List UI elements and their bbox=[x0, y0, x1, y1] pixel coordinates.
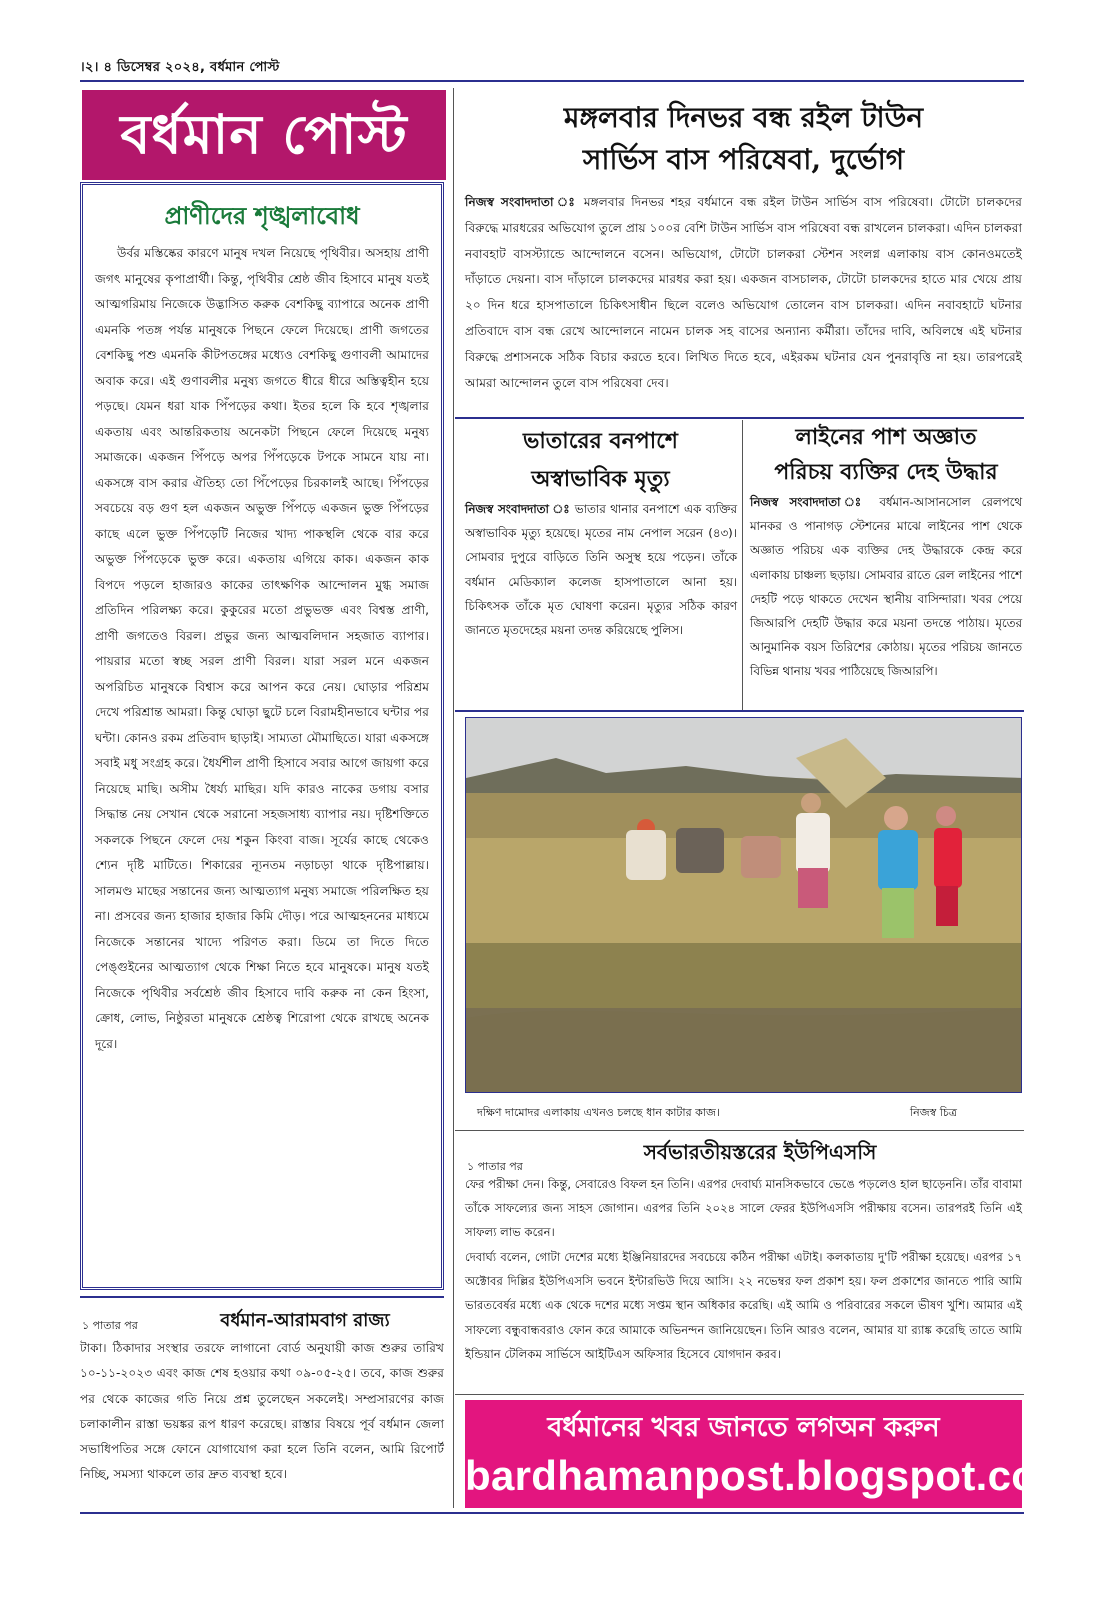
photo-bottom-rule bbox=[455, 1130, 1024, 1131]
bus-headline-line1: মঙ্গলবার দিনভর বন্ধ রইল টাউন bbox=[563, 101, 924, 134]
bus-text: মঙ্গলবার দিনভর শহর বর্ধমানে বন্ধ রইল টাউন সার্ভিস বাস পরিষেবা। টোটো চালকদের বিরুদ্ধে মারধরের অভিযোগ তুলে প্রায় ১০০র বেশি টাউন সার্ভিস বাস পরিষেবা বন্ধ রাখলেন চালকরা। এদিন চালকরা নবাবহাট বাসস্ট্যান্ডে আন্দোলনে বসেন। অভিযোগ, টোটো চালকরা স্টেশন সংলগ্ন এলাকায় বাস কোনওমতেই দাঁড়াতে দেয়না। বাস দাঁড়ালে চালকদের মারধর করা হয়। একজন বাসচালক, টোটো চালকদের হাতে মার খেয়ে প্রায় ২০ দিন ধরে হাসপাতালে চিকিৎসাধীন ছিলে বলেও অভিযোগ তোলেন বাস চালকরা। এদিন নবাবহাটে ঘটনার প্রতিবাদে বাস বন্ধ রেখে আন্দোলনে নামেন চালক সহ বাসের অন্যান্য কর্মীরা। তাঁদের দাবি, অবিলম্বে এই ঘটনার বিরুদ্ধে প্রশাসনকে সঠিক বিচার করতে হবে। লিখিত দিতে হবে, এইরকম ঘটনার যেন পুনরাবৃত্তি না হয়। তারপরেই আমরা আন্দোলন তুলে বাস পরিষেবা দেব। bbox=[465, 195, 1022, 390]
editorial-title: প্রাণীদের শৃঙ্খলাবোধ bbox=[164, 201, 360, 230]
harvest-photo bbox=[465, 717, 1022, 1093]
bhatar-body bbox=[465, 497, 737, 642]
bus-bottom-rule bbox=[455, 417, 1024, 419]
arambag-continued-label: ১ পাতার পর bbox=[82, 1319, 138, 1332]
masthead-logo: বর্ধমান পোস্ট bbox=[82, 90, 446, 180]
top-rule bbox=[80, 80, 1024, 82]
rail-byline: নিজস্ব সংবাদদাতা ঃ bbox=[750, 495, 869, 509]
promo-banner[interactable] bbox=[465, 1400, 1075, 1508]
arambag-body: টাকা। ঠিকাদার সংস্থার তরফে লাগানো বোর্ড অনুযায়ী কাজ শুরুর তারিখ ১০-১১-২০২৩ এবং কাজ শেষ হওয়ার কথা ০৯-০৫-২৫। তবে, কাজ শুরুর পর থেকে কাজের গতি নিয়ে প্রশ্ন তুলেছেন সকলেই। সম্প্রসারণের কাজ চলাকালীন রাস্তা ভয়ঙ্কর রূপ ধারণ করেছে। রাস্তার বিষয়ে পূর্ব বর্ধমান জেলা সভাধিপতির সঙ্গে ফোনে যোগাযোগ করা হলে তিনি বলেন, আমি রিপোর্ট নিচ্ছি, সমস্যা থাকলে তার দ্রুত ব্যবস্থা হবে। bbox=[80, 1341, 444, 1482]
rail-text: বর্ধমান-আসানসোল রেলপথে মানকর ও পানাগড় স্টেশনের মাঝে লাইনের পাশ থেকে অজ্ঞাত পরিচয় এক ব্যক্তির দেহ উদ্ধারকে কেন্দ্র করে এলাকায় চাঞ্চল্য ছড়ায়। সোমবার রাতে রেল লাইনের পাশে দেহটি পড়ে থাকতে দেখেন স্থানীয় বাসিন্দারা। খবর পেয়ে জিআরপি দেহটি উদ্ধার করে ময়না তদন্তে পাঠায়। মৃতের আনুমানিক বয়স তিরিশের কোঠায়। মৃতের পরিচয় জানতে বিভিন্ন থানায় খবর পাঠিয়েছে জিআরপি। bbox=[750, 495, 1023, 679]
bhatar-byline: নিজস্ব সংবাদদাতা ঃ bbox=[465, 502, 571, 516]
promo-url-link[interactable]: bardhamanpost.blogspot.com bbox=[465, 1452, 1075, 1499]
photo-credit: নিজস্ব চিত্র bbox=[910, 1106, 957, 1119]
column-divider bbox=[453, 88, 454, 1508]
upsc-bottom-rule bbox=[455, 1394, 1024, 1395]
upsc-continued-label: ১ পাতার পর bbox=[467, 1160, 523, 1173]
bus-headline-line2: সার্ভিস বাস পরিষেবা, দুর্ভোগ bbox=[582, 143, 905, 176]
bus-body bbox=[465, 190, 1022, 396]
harvest-photo-illustration bbox=[466, 718, 1022, 1093]
upsc-para2: দেবার্ঘ্য বলেন, গোটা দেশের মধ্যে ইঞ্জিনিয়ারদের সবচেয়ে কঠিন পরীক্ষা এটাই। কলকাতায় দু'টি পরীক্ষা হয়েছে। এরপর ১৭ অক্টোবর দিল্লির ইউপিএসসি ভবনে ইন্টারভিউ দিয়ে আসি। ২২ নভেম্বর ফল প্রকাশ হয়। ফল প্রকাশের জানতে পারি আমি ভারতবের্ষর মধ্যে এক থেকে দশের মধ্যে সপ্তম স্থান অধিকার করেছি। এই আমি ও পরিবারের সকলে ভীষণ খুশি। আমার এই সাফল্যে বন্ধুবান্ধবরাও ফোন করে আমাকে অভিনন্দন জানিয়েছেন। তিনি আরও বলেন, আমার যা র‌্যাঙ্ক করেছি তাতে আমি ইন্ডিয়ান টেলিকম সার্ভিসে আইটিএস অফিসার হিসেবে যোগদান করব। bbox=[465, 1250, 1022, 1361]
arambag-title: বর্ধমান-আরামবাগ রাজ্য bbox=[220, 1310, 390, 1331]
upsc-title: সর্বভারতীয়স্তরের ইউপিএসসি bbox=[643, 1140, 877, 1164]
editorial-body: উর্বর মস্তিষ্কের কারণে মানুষ দখল নিয়েছে পৃথিবীর। অসহায় প্রাণী জগৎ মানুষের কৃপাপ্রার্থী। কিন্তু, পৃথিবীর শ্রেষ্ঠ জীব হিসাবে মানুষ যতই আত্মগরিমায় নিজেকে উদ্ভাসিত করুক বেশকিছু ব্যাপারে অনেক প্রাণী এমনকি পতঙ্গ পর্যন্ত মানুষকে পিছনে ফেলে দিয়েছে। প্রাণী জগতের বেশকিছু পশু এমনকি কীটপতঙ্গের মধ্যেও বেশকিছু গুণাবলী আমাদের অবাক করে। এই গুণাবলীর মনুষ্য জগতে ধীরে ধীরে অস্তিত্বহীন হয়ে পড়ছে। যেমন ধরা যাক পিঁপড়ের কথা। ইতর হলে কি হবে শৃঙ্খলার একতায় এবং আন্তরিকতায় অনেকটা পিছনে ফেলে দিয়েছে মনুষ্য সমাজকে। একজন পিঁপড়ে অপর পিঁপড়েকে টপকে সামনে যায় না। একসঙ্গে বাস করার ঐতিহ্য তো পিঁপেড়ের চিরকালই আছে। পিঁপড়ের সবচেয়ে বড় গুণ হল একজন অভুক্ত পিঁপড়ে একজন ভুক্ত পিঁপড়ের কাছে এলে ভুক্ত পিঁপড়েটি নিজের খাদ্য পাকস্থলি থেকে বার করে অভুক্ত পিঁপড়েকে ভুক্ত করে। একতায় এগিয়ে কাক। একজন কাক বিপদে পড়লে হাজারও কাকের তাৎক্ষণিক আন্দোলন মুগ্ধ সমাজ প্রতিদিন পরিলক্ষ্য করে। কুকুরের মতো প্রভুভক্ত এবং বিশ্বস্ত প্রাণী, প্রাণী জগতেও বিরল। প্রভুর জন্য আত্মবলিদান সহজাত ব্যাপার। পায়রার মতো স্বচ্ছ সরল প্রাণী বিরল। যারা সরল মনে একজন অপরিচিত মানুষকে বিশ্বাস করে আপন করে নেয়। ঘোড়ার পরিশ্রম দেখে পরিশ্রান্ত আমরা। কিন্তু ঘোড়া ছুটে চলে বিরামহীনভাবে ঘন্টার পর ঘন্টা। কোনও রকম প্রতিবাদ ছাড়াই। সাম্যতা মৌমাছিতে। যারা একসঙ্গে সবাই মধু সংগ্রহ করে। ধৈর্যশীল প্রাণী হিসাবে সবার আগে জায়গা করে নিয়েছে মাছি। অসীম ধৈর্য্য মাছির। যদি কারও নাকের ডগায় বসার সিদ্ধান্ত নেয় সেখান থেকে সরানো সহজসাধ্য ব্যাপার নয়। দৃষ্টিশক্তিতে সকলকে পিছনে ফেলে দেয় শকুন কিংবা বাজ। সূর্যের কাছে থেকেও শ্যেন দৃষ্টি মাটিতে। শিকারের ন্যূনতম নড়াচড়া থাকে দৃষ্টিপাল্লায়। সালমণ্ড মাছের সন্তানের জন্য আত্মত্যাগ মনুষ্য সমাজে পরিলক্ষিত হয় না। প্রসবের জন্য হাজার হাজার কিমি দৌড়। পরে আত্মহননের মাধ্যমে নিজেকে সন্তানের খাদ্যে পরিণত করা। ডিমে তা দিতে দিতে পেঙ্গুইনের আত্মত্যাগ থেকে শিক্ষা নিতে হবে মানুষকে। মানুষ যতই নিজেকে পৃথিবীর সর্বশ্রেষ্ঠ জীব হিসাবে দাবি করুক না কেন হিংসা, ক্রোধ, লোভ, নিষ্ঠুরতা মানুষকে শ্রেষ্ঠত্ব শিরোপা থেকে রাখছে অনেক দূরে। bbox=[95, 246, 429, 1051]
rail-headline-line2: পরিচয় ব্যক্তির দেহ উদ্ধার bbox=[774, 459, 998, 485]
arambag-rule bbox=[80, 1296, 444, 1298]
bottom-rule bbox=[80, 1512, 1024, 1514]
editorial-box bbox=[80, 182, 444, 1290]
bhatar-headline-line2: অস্বাভাবিক মৃত্যু bbox=[531, 466, 670, 492]
promo-line1: বর্ধমানের খবর জানতে লগঅন করুন bbox=[547, 1412, 940, 1443]
page-header: ।২। ৪ ডিসেম্বর ২০২৪, বর্ধমান পোস্ট bbox=[80, 60, 280, 75]
photo-caption: দক্ষিণ দামোদর এলাকায় এখনও চলছে ধান কাটার কাজ। bbox=[477, 1106, 720, 1119]
bhatar-text: ভাতার থানার বনপাশে এক ব্যক্তির অস্বাভাবিক মৃত্যু হয়েছে। মৃতের নাম নেপাল সরেন (৪৩)। সোমবার দুপুরে বাড়িতে তিনি অসুস্থ হয়ে পড়েন। তাঁকে বর্ধমান মেডিক্যাল কলেজ হাসপাতালে আনা হয়। চিকিৎসক তাঁকে মৃত ঘোষণা করেন। মৃত্যুর সঠিক কারণ জানতে মৃতদেহের ময়না তদন্ত করিয়েছে পুলিস। bbox=[465, 502, 738, 638]
stories-bottom-rule bbox=[455, 710, 1024, 712]
upsc-para1: ফের পরীক্ষা দেন। কিন্তু, সেবারেও বিফল হন তিনি। এরপর দেবার্ঘ্য মানসিকভাবে ভেঙে পড়লেও হাল ছাড়েননি। তাঁর বাবামা তাঁকে সাফল্যের জন্য সাহস জোগান। এরপর তিনি ২০২৪ সালে ফেরর ইউপিএসসি পরীক্ষায় বসেন। তারপরই তিনি এই সাফল্য লাভ করেন। bbox=[465, 1177, 1022, 1240]
bus-byline: নিজস্ব সংবাদদাতা ঃ bbox=[465, 195, 578, 209]
rail-headline-line1: লাইনের পাশ অজ্ঞাত bbox=[795, 424, 977, 450]
mid-column-divider bbox=[742, 420, 743, 710]
bhatar-headline-line1: ভাতারের বনপাশে bbox=[523, 428, 678, 454]
rail-body bbox=[750, 490, 1022, 684]
